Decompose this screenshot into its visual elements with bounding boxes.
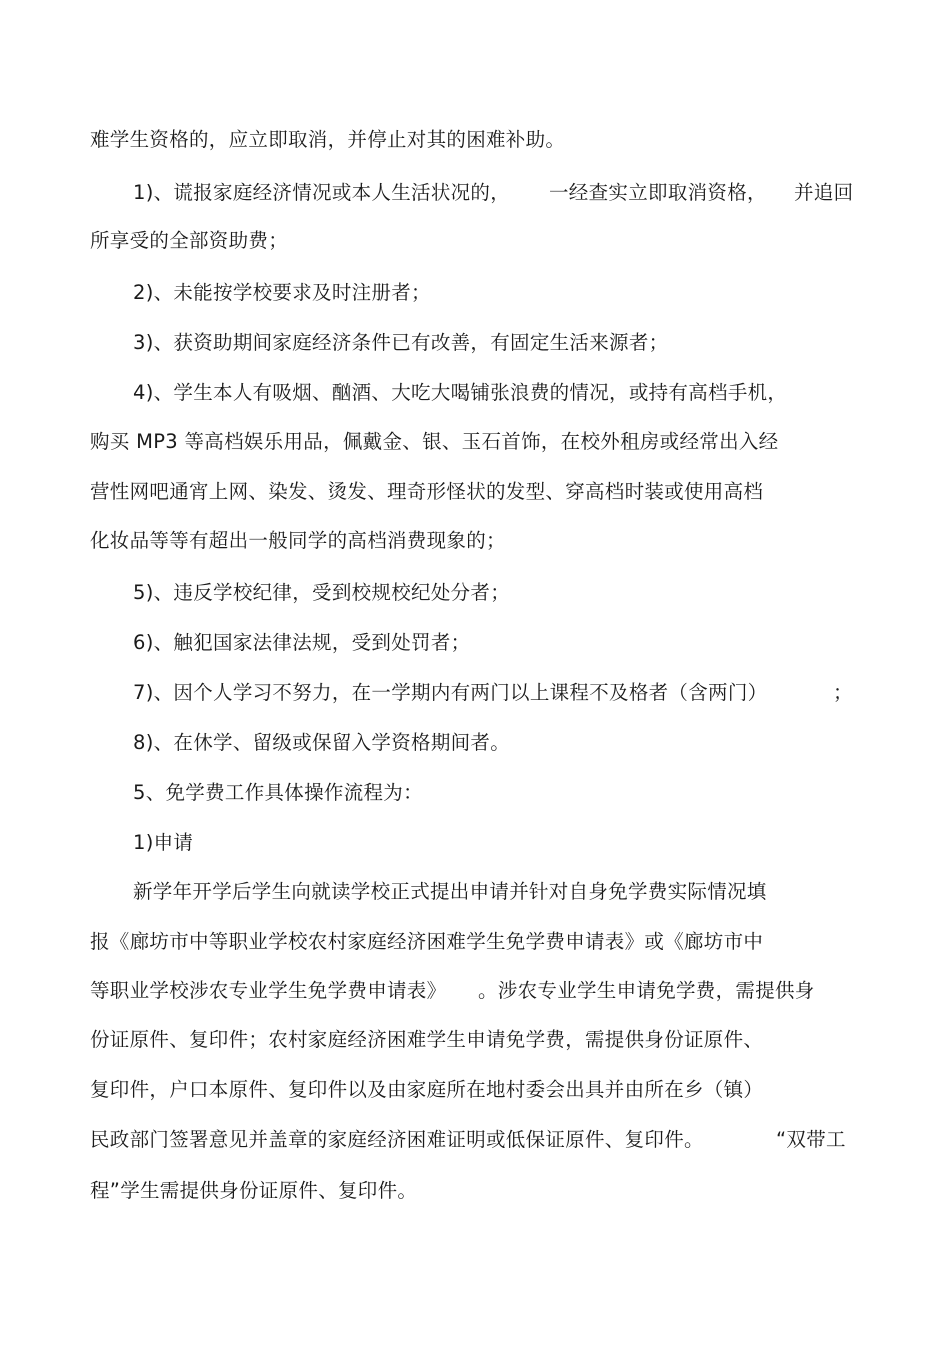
- text-segment: 所享受的全部资助费；: [90, 229, 289, 252]
- text-segment: 8)、在休学、留级或保留入学资格期间者。: [133, 731, 511, 754]
- text-segment: 复印件，户口本原件、复印件以及由家庭所在地村委会出具并由所在乡（镇）: [90, 1078, 764, 1101]
- text-segment: 5、免学费工作具体操作流程为：: [133, 781, 423, 804]
- text-segment: 营性网吧通宵上网、染发、烫发、理奇形怪状的发型、穿高档时装或使用高档: [90, 480, 764, 503]
- text-segment: 等职业学校涉农专业学生免学费申请表》: [90, 979, 447, 1002]
- text-segment: 1)申请: [133, 831, 194, 854]
- text-segment: 1)、谎报家庭经济情况或本人生活状况的，: [133, 181, 511, 204]
- text-segment: 报《廊坊市中等职业学校农村家庭经济困难学生免学费申请表》或《廊坊市中: [90, 930, 764, 953]
- text-segment: “双带工: [776, 1128, 846, 1151]
- text-segment: 化妆品等等有超出一般同学的高档消费现象的；: [90, 529, 506, 552]
- text-segment: 3)、获资助期间家庭经济条件已有改善，有固定生活来源者；: [133, 331, 669, 354]
- text-segment: 2)、未能按学校要求及时注册者；: [133, 281, 431, 304]
- text-segment: 4)、学生本人有吸烟、酗酒、大吃大喝铺张浪费的情况，或持有高档手机，: [133, 381, 788, 404]
- text-segment: 购买 MP3 等高档娱乐用品，佩戴金、银、玉石首饰，在校外租房或经常出入经: [90, 430, 779, 453]
- text-segment: ；: [833, 681, 853, 704]
- text-segment: 民政部门签署意见并盖章的家庭经济困难证明或低保证原件、复印件。: [90, 1128, 704, 1151]
- text-segment: 程”学生需提供身份证原件、复印件。: [90, 1179, 418, 1202]
- text-segment: 新学年开学后学生向就读学校正式提出申请并针对自身免学费实际情况填: [133, 880, 767, 903]
- text-segment: 。涉农专业学生申请免学费，需提供身: [478, 979, 815, 1002]
- text-segment: 7)、因个人学习不努力，在一学期内有两门以上课程不及格者（含两门）: [133, 681, 768, 704]
- text-segment: 并追回: [794, 181, 854, 204]
- text-segment: 5)、违反学校纪律，受到校规校纪处分者；: [133, 581, 511, 604]
- text-segment: 6)、触犯国家法律法规，受到处罚者；: [133, 631, 471, 654]
- text-segment: 份证原件、复印件；农村家庭经济困难学生申请免学费，需提供身份证原件、: [90, 1028, 764, 1051]
- text-segment: 一经查实立即取消资格，: [549, 181, 767, 204]
- text-segment: 难学生资格的，应立即取消，并停止对其的困难补助。: [90, 128, 566, 151]
